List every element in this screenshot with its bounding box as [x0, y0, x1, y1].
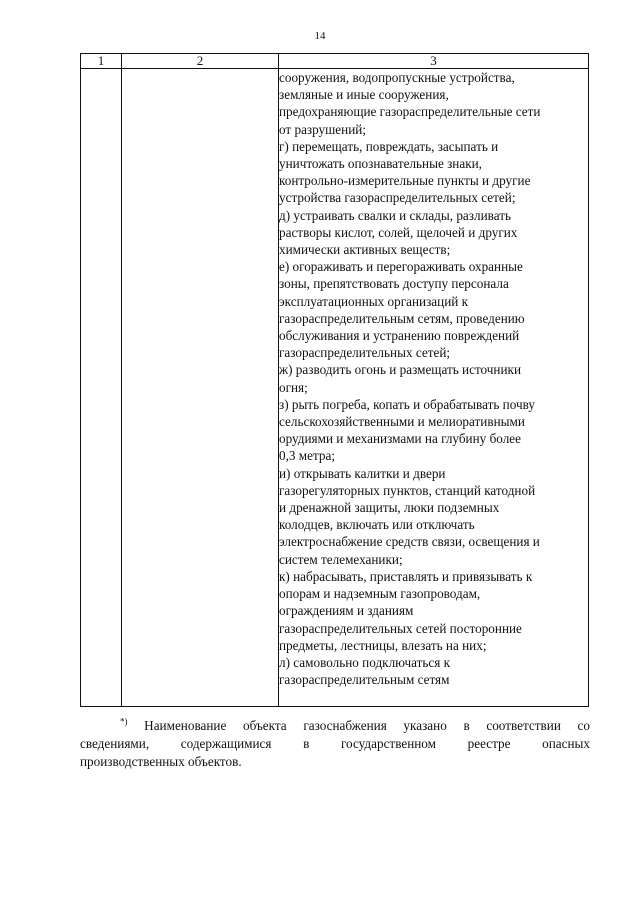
- text-line: химически активных веществ;: [279, 242, 451, 258]
- text-line: зоны, препятствовать доступу персонала: [279, 276, 509, 292]
- text-line: уничтожать опознавательные знаки,: [279, 156, 482, 172]
- text-line: д) устраивать свалки и склады, разливать: [279, 207, 511, 223]
- text-line: л) самовольно подключаться к: [279, 654, 451, 670]
- text-line: ж) разводить огонь и размещать источники: [279, 362, 522, 378]
- text-line: к) набрасывать, приставлять и привязывать к: [279, 568, 533, 584]
- text-line: газораспределительным сетям, проведению: [279, 310, 525, 326]
- text-line: газорегуляторных пунктов, станций катодной: [279, 482, 536, 498]
- footnote-mark: *): [120, 716, 128, 727]
- text-line: устройства газораспределительных сетей;: [279, 190, 516, 206]
- column-header-3: 3: [279, 54, 589, 69]
- text-line: обслуживания и устранению повреждений: [279, 328, 520, 344]
- text-line: и дренажной защиты, люки подземных: [279, 500, 500, 516]
- footnote-line-2: сведениями, содержащимися в государственном реестре опасных: [80, 736, 590, 751]
- table-row: [81, 69, 589, 707]
- footnote: [80, 717, 590, 771]
- text-line: предохраняющие газораспределительные сети: [279, 104, 541, 120]
- text-line: земляные и иные сооружения,: [279, 87, 449, 103]
- text-line: контрольно-измерительные пункты и другие: [279, 173, 531, 189]
- page-number: 14: [314, 30, 326, 42]
- text-line: систем телемеханики;: [279, 551, 403, 567]
- text-line: колодцев, включать или отключать: [279, 517, 475, 533]
- text-line: электроснабжение средств связи, освещения и: [279, 534, 540, 550]
- requirements-table: [80, 53, 589, 707]
- text-line: сооружения, водопропускные устройства,: [279, 70, 515, 85]
- text-line: эксплуатационных организаций к: [279, 293, 469, 309]
- text-line: опорам и надземным газопроводам,: [279, 586, 481, 602]
- text-line: от разрушений;: [279, 121, 366, 137]
- text-line: предметы, лестницы, влезать на них;: [279, 637, 487, 653]
- footnote-text-1: Наименование объекта газоснабжения указано в соответствии со: [144, 718, 590, 733]
- text-line: газораспределительных сетей посторонние: [279, 620, 522, 636]
- text-line: орудиями и механизмами на глубину более: [279, 431, 521, 447]
- column-header-1: 1: [81, 54, 122, 69]
- text-line: г) перемещать, повреждать, засыпать и: [279, 138, 499, 154]
- text-line: растворы кислот, солей, щелочей и других: [279, 224, 518, 240]
- footnote-line-1: [80, 717, 590, 735]
- column-3-cell: [279, 69, 589, 707]
- text-line: з) рыть погреба, копать и обрабатывать почву: [279, 396, 535, 412]
- column-header-2: 2: [122, 54, 279, 69]
- column-1-cell: [81, 69, 122, 707]
- text-line: 0,3 метра;: [279, 448, 336, 464]
- footnote-line-3: производственных объектов.: [80, 754, 242, 769]
- text-line: огня;: [279, 379, 308, 395]
- table-header-row: [81, 54, 589, 69]
- text-line: и) открывать калитки и двери: [279, 465, 446, 481]
- text-line: сельскохозяйственными и мелиоративными: [279, 414, 525, 430]
- text-line: е) огораживать и перегораживать охранные: [279, 259, 523, 275]
- prohibitions-text: [279, 69, 588, 688]
- text-line: газораспределительных сетей;: [279, 345, 451, 361]
- text-line: ограждениям и зданиям: [279, 603, 414, 619]
- text-line: газораспределительным сетям: [279, 672, 450, 688]
- column-2-cell: [122, 69, 279, 707]
